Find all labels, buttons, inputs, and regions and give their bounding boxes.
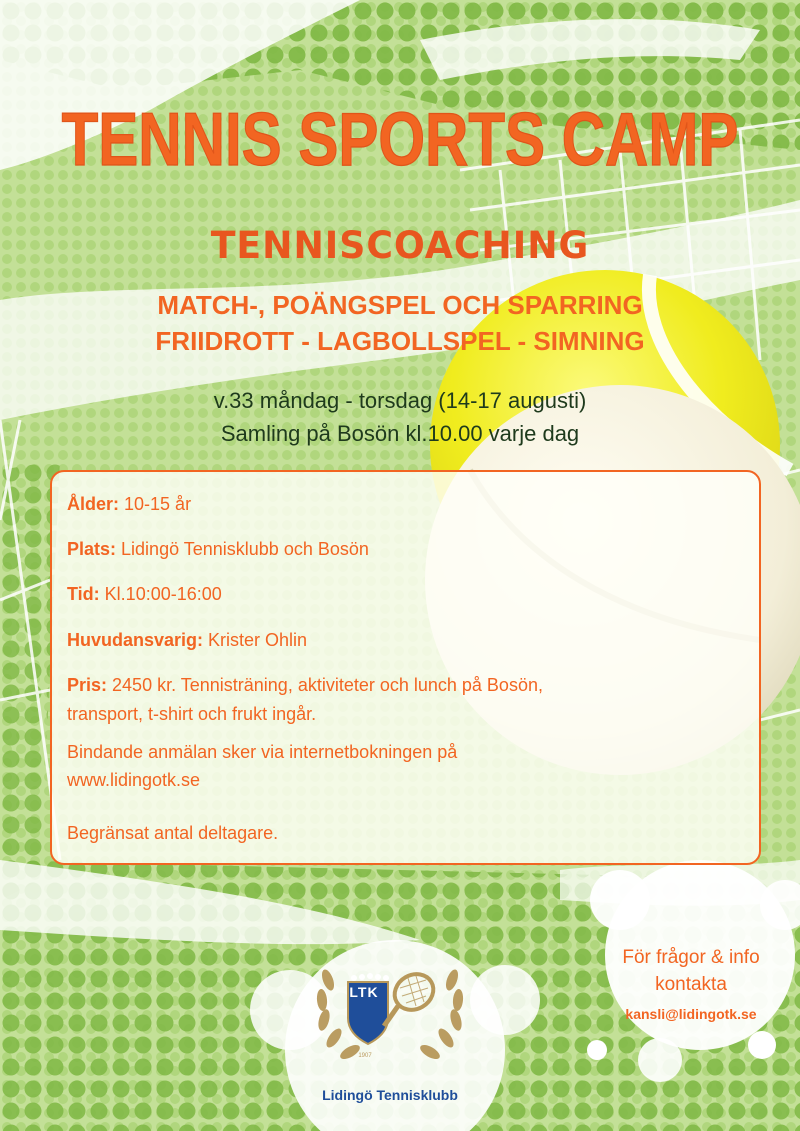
price-value: 2450 kr. Tennisträning, aktiviteter och lunch på Bosön, — [107, 675, 543, 695]
lead-label: Huvudansvarig: — [67, 630, 204, 650]
info-price-2: transport, t-shirt och frukt ingår. — [67, 704, 317, 724]
activities-line-1: MATCH-, POÄNGSPEL OCH SPARRING — [157, 290, 643, 320]
poster-title: TENNIS SPORTS CAMP — [61, 97, 739, 181]
age-label: Ålder: — [67, 494, 120, 514]
info-lead — [67, 628, 707, 653]
price-label: Pris: — [67, 675, 108, 695]
time-value: Kl.10:00-16:00 — [99, 584, 222, 604]
lead-value: Krister Ohlin — [203, 630, 308, 650]
logo-letters: LTK — [349, 984, 379, 1000]
age-value: 10-15 år — [119, 494, 192, 514]
contact-line-2: kontakta — [655, 974, 727, 995]
poster-subtitle: TENNISCOACHING — [210, 224, 590, 267]
info-booking-link[interactable]: www.lidingotk.se — [67, 770, 201, 790]
contact-email[interactable]: kansli@lidingotk.se — [625, 1006, 757, 1022]
place-label: Plats: — [67, 539, 117, 559]
dates-line-1: v.33 måndag - torsdag (14-17 augusti) — [213, 388, 587, 413]
info-booking-1: Bindande anmälan sker via internetbokningen på — [67, 742, 458, 762]
club-name: Lidingö Tennisklubb — [322, 1087, 458, 1103]
logo-year: 1907 — [358, 1053, 372, 1059]
contact-block — [596, 944, 786, 1022]
info-place — [67, 537, 707, 562]
time-label: Tid: — [67, 584, 100, 604]
dates-line-2: Samling på Bosön kl.10.00 varje dag — [220, 421, 580, 446]
place-value: Lidingö Tennisklubb och Bosön — [116, 539, 369, 559]
info-price — [67, 673, 707, 698]
info-limited: Begränsat antal deltagare. — [67, 823, 279, 843]
info-time — [67, 582, 707, 607]
club-logo-icon — [310, 940, 470, 1070]
info-box — [50, 470, 761, 865]
info-age — [67, 492, 707, 517]
contact-line-1: För frågor & info — [622, 947, 760, 968]
activities-line-2: FRIIDROTT - LAGBOLLSPEL - SIMNING — [155, 326, 645, 356]
